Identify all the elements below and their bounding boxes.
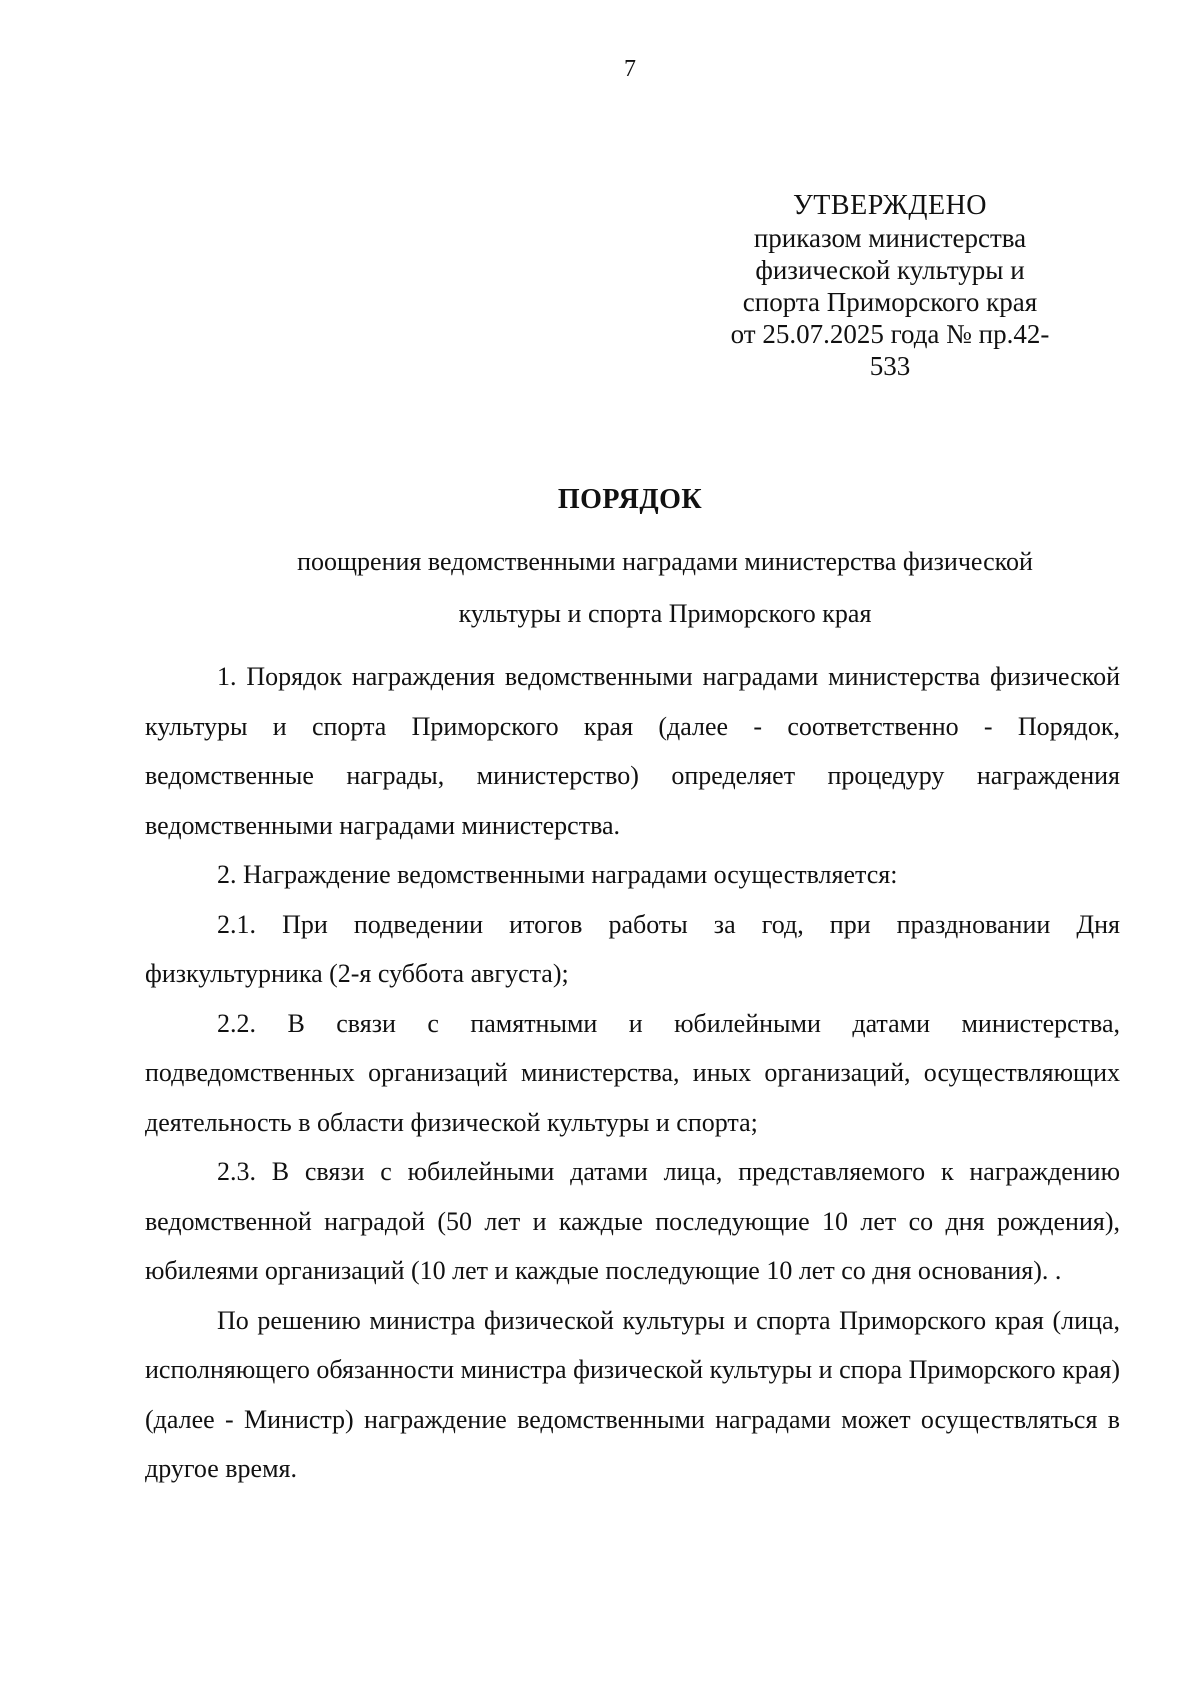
- approval-line: приказом министерства: [753, 223, 1027, 253]
- document-title: ПОРЯДОК: [557, 484, 703, 515]
- approval-line: спорта Приморского края: [742, 287, 1038, 317]
- paragraph-2-2: 2.2. В связи с памятными и юбилейными датами министерства, подведомственных организаций министерства, иных организаций, осуществляющих деятельность в области физической культуры и спорта;: [145, 1008, 1120, 1137]
- approval-title: УТВЕРЖДЕНО: [792, 190, 988, 221]
- document-body: [145, 652, 1120, 1494]
- paragraph-2-1: 2.1. При подведении итогов работы за год, при праздновании Дня физкультурника (2-я суббота августа);: [145, 909, 1120, 988]
- approval-line: 533: [869, 351, 911, 381]
- paragraph-1: 1. Порядок награждения ведомственными наградами министерства физической культуры и спорта Приморского края (далее - соответственно - Порядок, ведомственные награды, министерство) определяет процедуру награждения ведомственными наградами министерства.: [145, 662, 1120, 840]
- approval-line: физической культуры и: [755, 255, 1025, 285]
- paragraph-2: 2. Награждение ведомственными наградами осуществляется:: [217, 860, 898, 889]
- paragraph-2-3: 2.3. В связи с юбилейными датами лица, представляемого к награждению ведомственной наградой (50 лет и каждые последующие 10 лет со дня рождения), юбилеями организаций (10 лет и каждые последующие 10 лет со дня основания). .: [145, 1157, 1120, 1285]
- paragraph-minister-decision: По решению министра физической культуры и спорта Приморского края (лица, исполняющего обязанности министра физической культуры и спора Приморского края) (далее - Министр) награждение ведомственными наградами может осуществляться в другое время.: [145, 1305, 1120, 1483]
- approval-line: от 25.07.2025 года № пр.42-: [730, 319, 1050, 349]
- approval-stamp-block: [700, 190, 1080, 382]
- page-number: 7: [624, 56, 636, 82]
- subtitle-line: культуры и спорта Приморского края: [458, 599, 872, 628]
- subtitle-line: поощрения ведомственными наградами министерства физической: [297, 547, 1033, 576]
- document-subtitle: [250, 536, 1080, 640]
